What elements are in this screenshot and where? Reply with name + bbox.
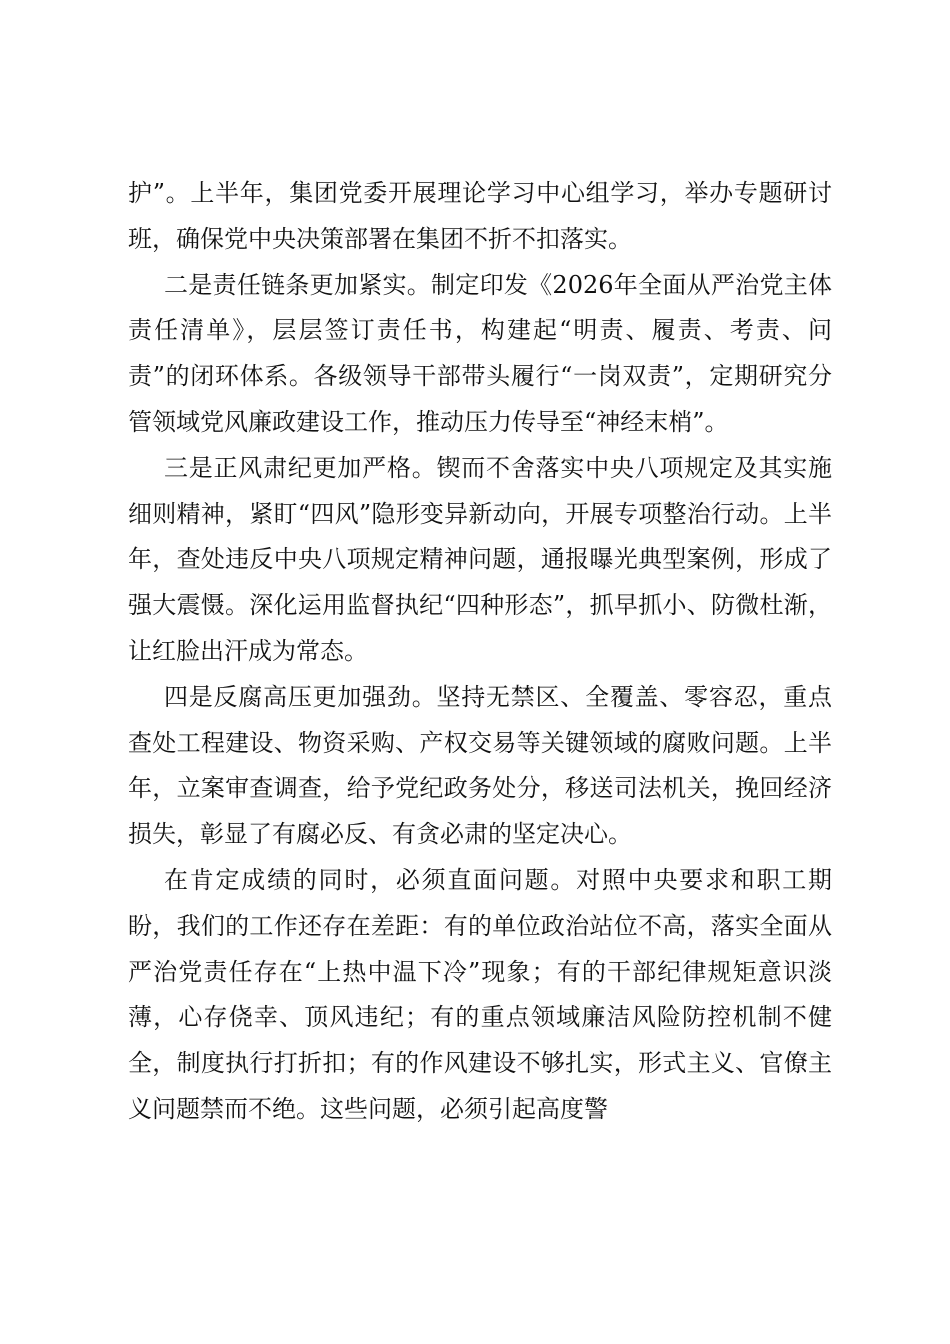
- paragraph-continuation: 护”。上半年，集团党委开展理论学习中心组学习，举办专题研讨班，确保党中央决策部署在集团不折不扣落实。: [128, 179, 832, 253]
- paragraph-responsibility-chain: 二是责任链条更加紧实。制定印发《2026年全面从严治党主体责任清单》，层层签订责任书，构建起“明责、履责、考责、问责”的闭环体系。各级领导干部带头履行“一岗双责”，定期研究分管领域党风廉政建设工作，推动压力传导至“神经末梢”。: [128, 270, 832, 436]
- paragraph-problems: 在肯定成绩的同时，必须直面问题。对照中央要求和职工期盼，我们的工作还存在差距：有的单位政治站位不高，落实全面从严治党责任存在“上热中温下冷”现象；有的干部纪律规矩意识淡薄，心存侥幸、顶风违纪；有的重点领域廉洁风险防控机制不健全，制度执行打折扣；有的作风建设不够扎实，形式主义、官僚主义问题禁而不绝。这些问题，必须引起高度警: [128, 865, 832, 1123]
- document-body: [128, 171, 832, 1133]
- paragraph-anti-corruption: 四是反腐高压更加强劲。坚持无禁区、全覆盖、零容忍，重点查处工程建设、物资采购、产权交易等关键领域的腐败问题。上半年，立案审查调查，给予党纪政务处分，移送司法机关，挽回经济损失，彰显了有腐必反、有贪必肃的坚定决心。: [128, 682, 832, 849]
- paragraph-discipline: 三是正风肃纪更加严格。锲而不舍落实中央八项规定及其实施细则精神，紧盯“四风”隐形变异新动向，开展专项整治行动。上半年，查处违反中央八项规定精神问题，通报曝光典型案例，形成了强大震慑。深化运用监督执纪“四种形态”，抓早抓小、防微杜渐，让红脸出汗成为常态。: [128, 453, 832, 665]
